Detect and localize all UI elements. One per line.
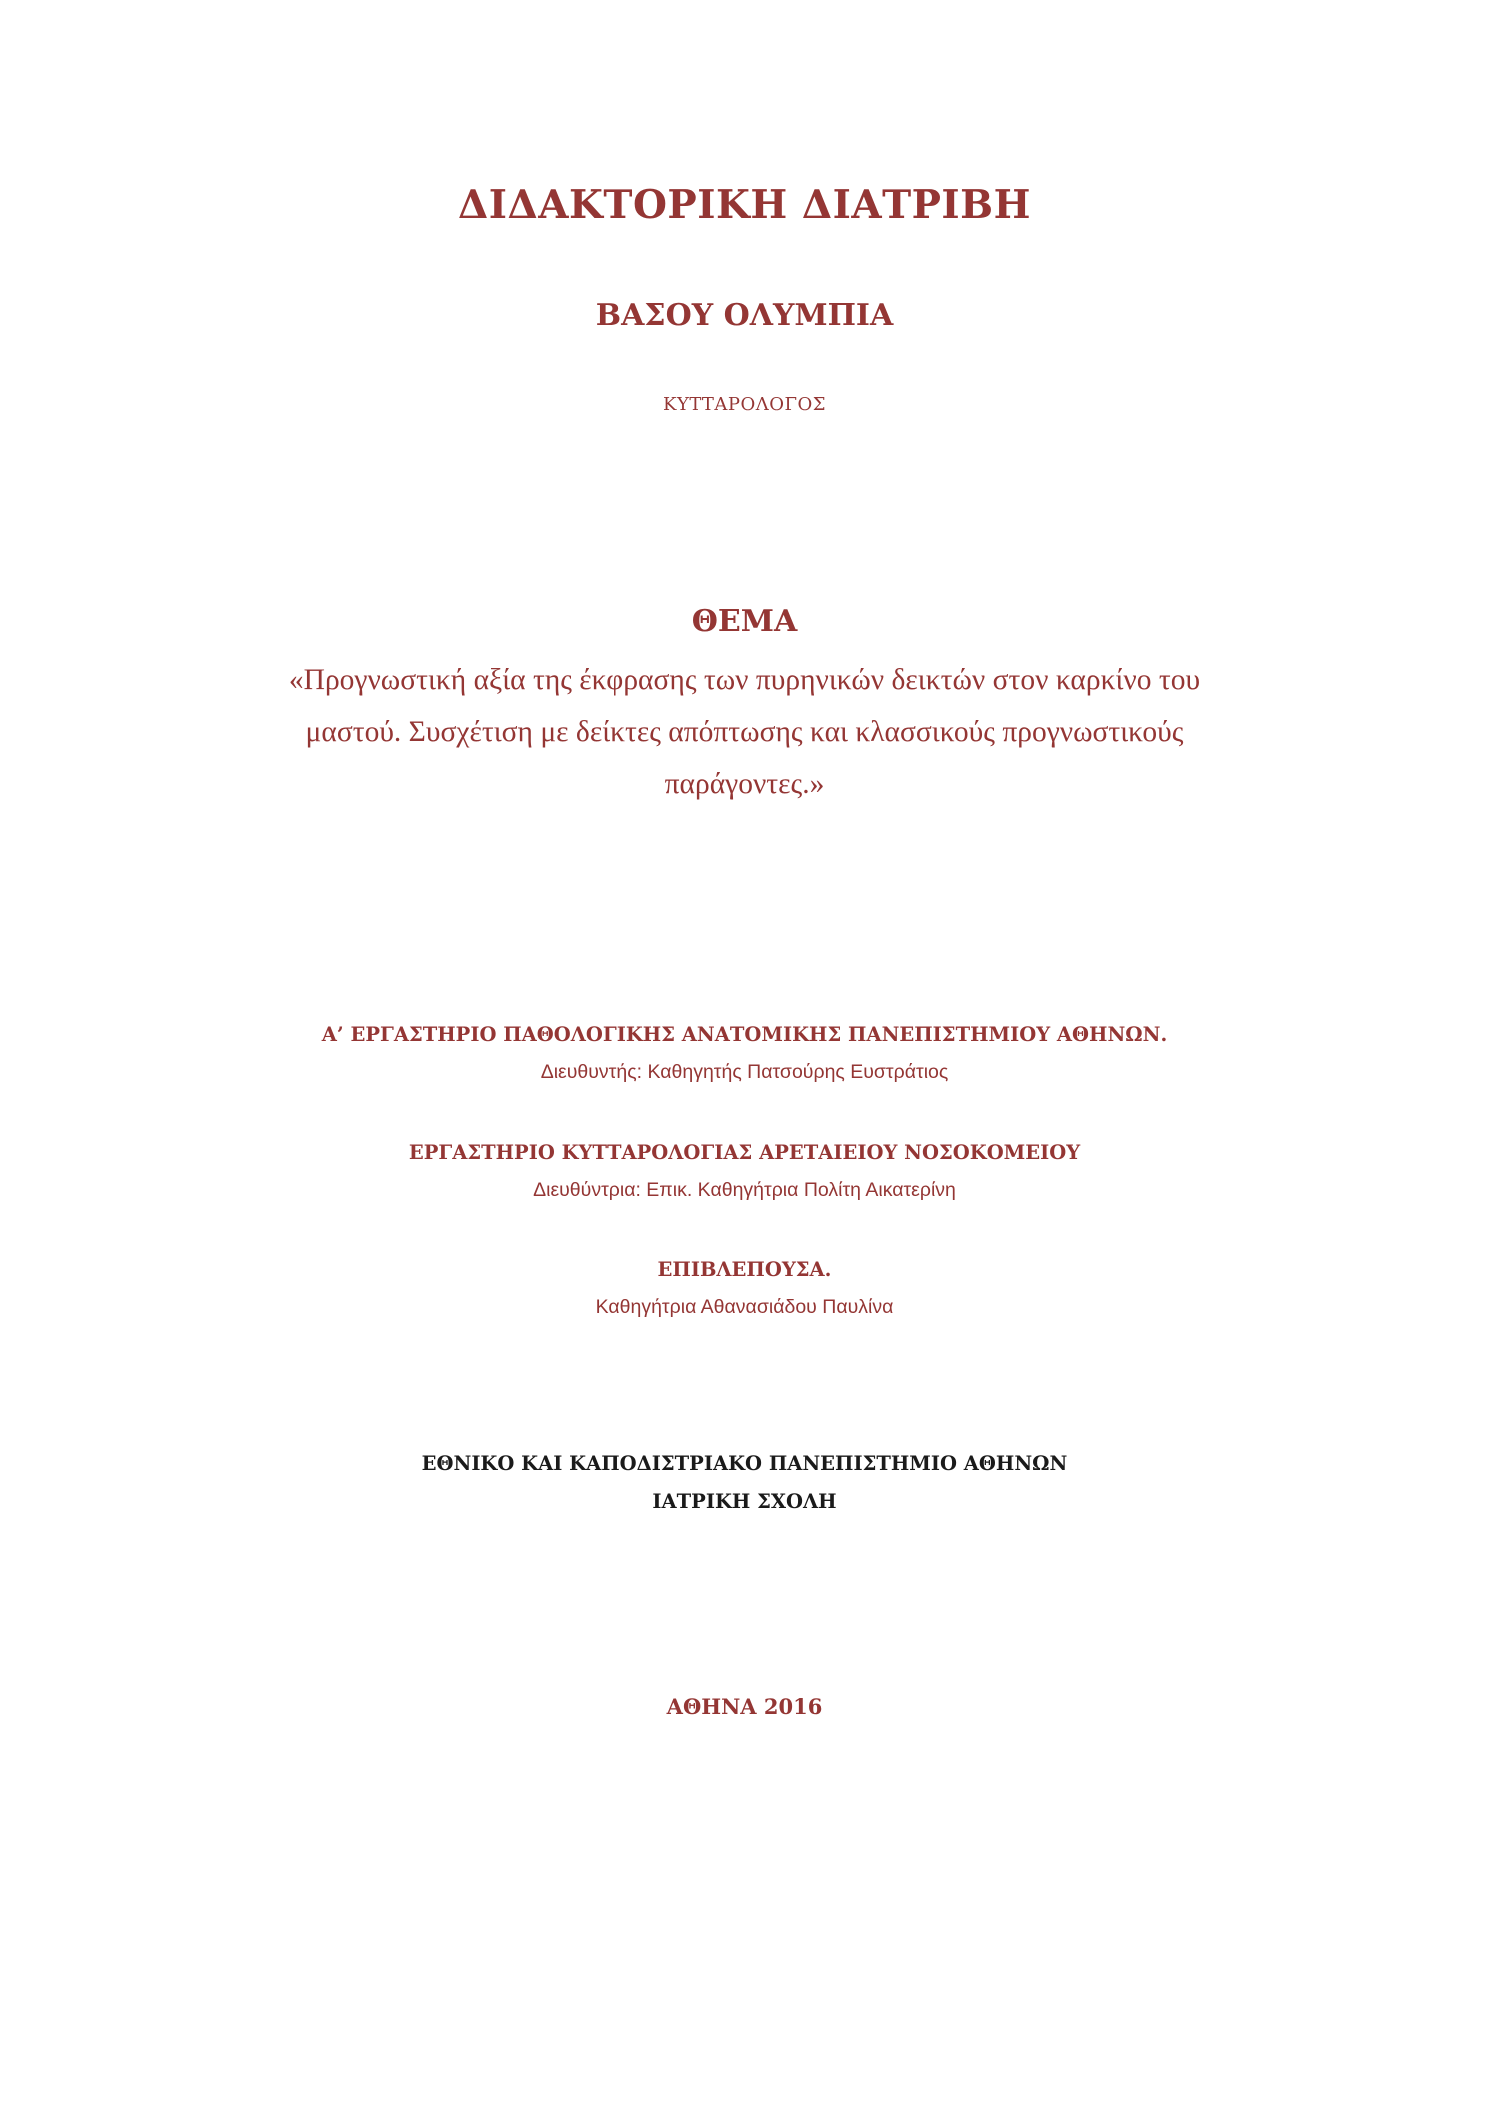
lab1-name: Α’ ΕΡΓΑΣΤΗΡΙΟ ΠΑΘΟΛΟΓΙΚΗΣ ΑΝΑΤΟΜΙΚΗΣ ΠΑΝΕΠΙΣΤΗΜΙΟΥ ΑΘΗΝΩΝ. — [321, 1023, 1168, 1046]
university-name: ΕΘΝΙΚΟ ΚΑΙ ΚΑΠΟΔΙΣΤΡΙΑΚΟ ΠΑΝΕΠΙΣΤΗΜΙΟ ΑΘΗΝΩΝ — [421, 1452, 1068, 1475]
topic-line: μαστού. Συσχέτιση με δείκτες απόπτωσης και κλασσικούς προγνωστικούς — [305, 716, 1184, 748]
supervisor-name: Καθηγήτρια Αθανασιάδου Παυλίνα — [595, 1296, 894, 1318]
school-name: ΙΑΤΡΙΚΗ ΣΧΟΛΗ — [652, 1490, 837, 1513]
topic-label: ΘΕΜΑ — [691, 604, 798, 639]
document-title: ΔΙΔΑΚΤΟΡΙΚΗ ΔΙΑΤΡΙΒΗ — [458, 182, 1031, 228]
lab2-director: Διευθύντρια: Επικ. Καθηγήτρια Πολίτη Αικατερίνη — [533, 1179, 956, 1201]
topic-line: «Προγνωστική αξία της έκφρασης των πυρηνικών δεικτών στον καρκίνο του — [288, 664, 1201, 696]
lab1-director: Διευθυντής: Καθηγητής Πατσούρης Ευστράτιος — [540, 1061, 949, 1083]
supervisor-title: ΕΠΙΒΛΕΠΟΥΣΑ. — [657, 1258, 832, 1281]
place-date: ΑΘΗΝΑ 2016 — [666, 1694, 823, 1719]
author-name: ΒΑΣΟΥ ΟΛΥΜΠΙΑ — [595, 298, 894, 333]
topic-line: παράγοντες.» — [664, 768, 825, 800]
author-profession: ΚΥΤΤΑΡΟΛΟΓΟΣ — [663, 394, 826, 415]
lab2-name: ΕΡΓΑΣΤΗΡΙΟ ΚΥΤΤΑΡΟΛΟΓΙΑΣ ΑΡΕΤΑΙΕΙΟΥ ΝΟΣΟΚΟΜΕΙΟΥ — [408, 1141, 1081, 1164]
